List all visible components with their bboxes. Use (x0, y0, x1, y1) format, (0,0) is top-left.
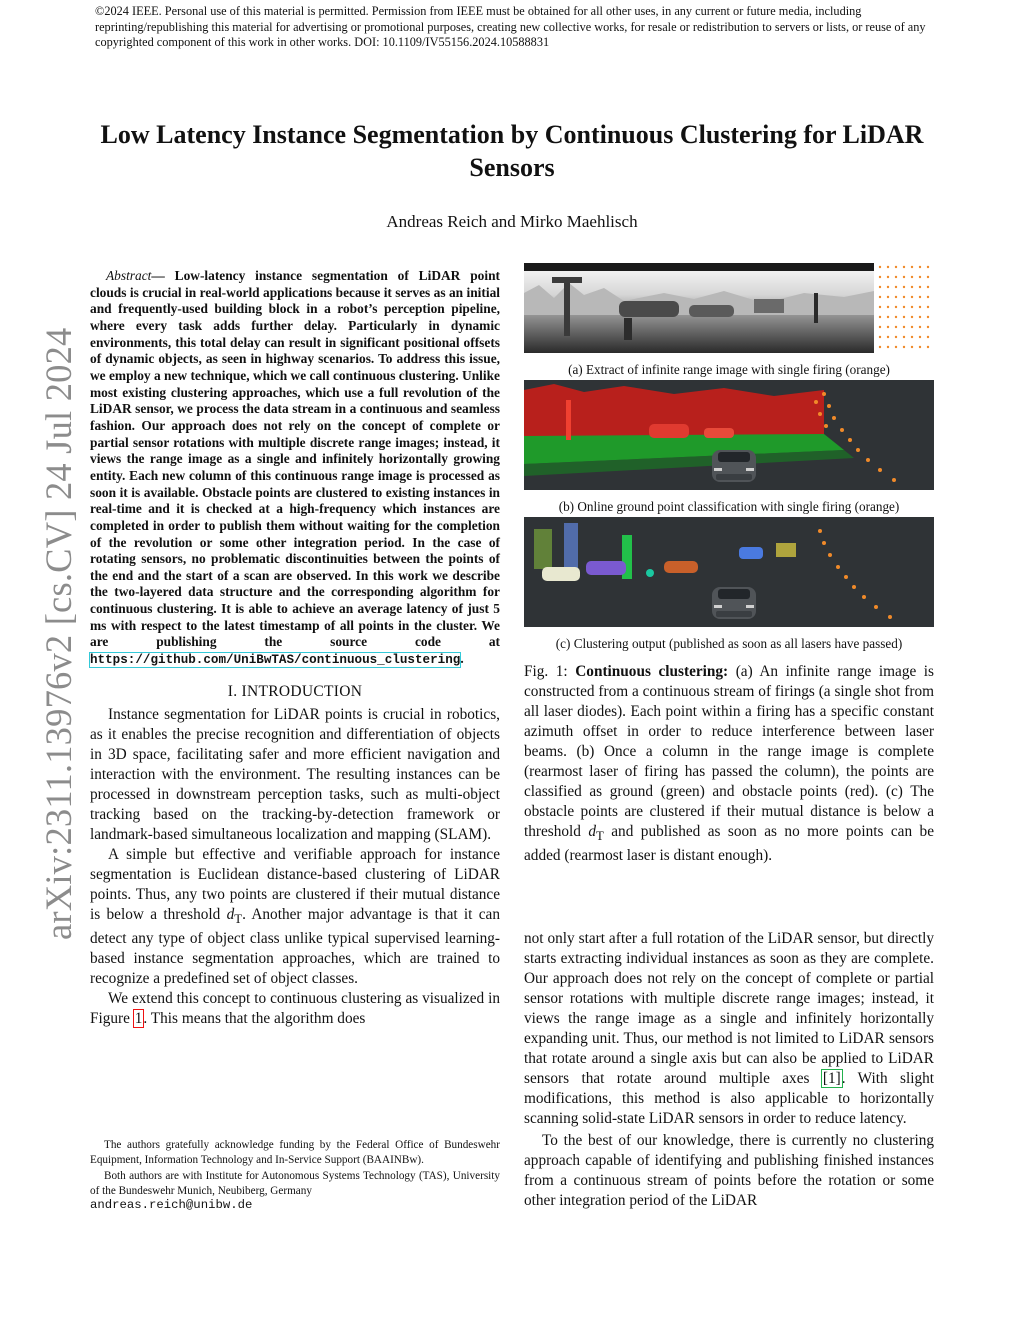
right-paragraph-2: To the best of our knowledge, there is currently no clustering approach capable of identifying and publishing finished instances from a continuous stream of points before the rotation or some other integration period of the LiDAR (524, 1132, 934, 1209)
right-paragraph-1 (524, 929, 934, 1129)
caption-threshold-subscript: T (596, 829, 604, 844)
caption-threshold-symbol: d (588, 823, 597, 840)
intro-paragraph-1: Instance segmentation for LiDAR points is crucial in robotics, as it enables the precise recognition and differentiation of objects in 3D space, facilitating safer and more efficient navigation and interaction with the environment. The resulting instances can be processed in downstream perception tasks, such as multi-object tracking based on the tracking-by-detection framework or landmark-based simultaneous localization and mapping (SLAM). (90, 705, 500, 843)
figure-panel-b (524, 380, 934, 490)
abstract-text: Low-latency instance segmentation of LiDAR point clouds is crucial in real-world applications because it serves as an initial and frequently-used building block in a robot’s perception pipeline, where every task adds further delay. Particularly in dynamic environments, this total delay can result in significant positional offsets of dynamic objects, as seen in highway scenarios. To address this issue, we employ a new technique, which we call continuous clustering. Unlike most existing clustering approaches, which use a full revolution of the LiDAR sensor, we process the data stream in a continuous and seamless fashion. Our approach does not rely on the concept of complete or partial sensor rotations with multiple discrete range images; instead, it views the range image as a single and infinitely horizontally growing entity. Each new column of this continuous range image is processed as soon it is available. Obstacle points are clustered to existing instances in real-time and it is checked at a high-frequency which instances are completed in order to publish them without waiting for the completion of the revolution or some other integration period. In the case of rotating sensors, no problematic discontinuities between the points of the end and the start of a scan are observed. In this work we describe the two-layered data structure and the corresponding algorithm for continuous clustering. It is able to achieve an average latency of just 5 ms with respect to the latest timestamp of all points in the cluster. We are publishing the source code at (90, 268, 500, 650)
right-p1-b: . With slight modifications, this method is also applicable to horizontally scanning solid-state LiDAR sensors in order to reduce latency. (524, 1070, 935, 1127)
intro-p3-a: We extend this concept to continuous clustering as visualized in Figure (90, 989, 500, 1027)
author-email: andreas.reich@unibw.de (90, 1198, 253, 1212)
abstract (90, 268, 500, 669)
citation-1-link[interactable]: [1] (822, 1070, 841, 1087)
paper-title: Low Latency Instance Segmentation by Continuous Clustering for LiDAR Sensors (100, 120, 924, 182)
abstract-end: . (460, 651, 464, 667)
right-p1-a: not only start after a full rotation of the LiDAR sensor, but directly starts extracting individual instances as soon as they are complete. Our approach does not rely on the concept of complete or partial sensor rotations with multiple discrete range images; instead, it views the range image as a single and infinitely horizontally expanding unit. Thus, our method is not limited to LiDAR sensors that rotate around a single axis but can also be applied to LiDAR sensors that rotate around multiple axes (524, 930, 934, 1087)
ego-car (712, 587, 756, 619)
right-column-text (524, 929, 934, 1211)
arxiv-identifier: arXiv:2311.13976v2 [cs.CV] 24 Jul 2024 (38, 327, 79, 940)
intro-p2-a: A simple but effective and verifiable approach for instance segmentation is Euclidean distance-based clustering of LiDAR points. Thus, any two points are clustered if their mutual distance is below a threshold (90, 845, 500, 923)
figure-panel-a (524, 263, 934, 353)
subcaption-c: (c) Clustering output (published as soon as all lasers have passed) (555, 636, 903, 651)
intro-p2-b: . Another major advantage is that it can detect any type of object class unlike typical supervised learning-based instance segmentation approaches, which are trained to recognize a predefined set of object classes. (90, 905, 500, 987)
paper-authors: Andreas Reich and Mirko Maehlisch (386, 212, 638, 231)
figure-caption-title: Continuous clustering: (575, 663, 729, 680)
intro-paragraph-2 (90, 845, 500, 989)
figure-label: Fig. 1: (524, 663, 568, 680)
figure-panel-c (524, 517, 934, 627)
figure-caption-text-a: (a) An infinite range image is constructed from a continuous stream of firings (a single shot from all laser diodes). Each point within a firing has a specific constant azimuth offset in order to reduce interference between laser beams. (b) Once a column in the range image is complete (rearmost laser of firing has passed the column), the points are classified as ground (green) and obstacle points (red). (c) The obstacle points are clustered if their mutual distance is below a threshold (524, 663, 935, 840)
abstract-body (90, 268, 500, 669)
range-image (524, 263, 934, 353)
clustering-output-view (524, 517, 934, 627)
footnote (90, 1138, 500, 1213)
footnote-affiliation: Both authors are with Institute for Autonomous Systems Technology (TAS), University of the Bundeswehr Munich, Neubiberg, Germany (90, 1170, 500, 1197)
subcaption-b: (b) Online ground point classification with single firing (orange) (558, 499, 900, 514)
threshold-symbol: d (226, 905, 235, 923)
footnote-funding: The authors gratefully acknowledge funding by the Federal Office of Bundeswehr Equipment, Information Technology and In-Service Support (BAAINBw). (90, 1139, 500, 1166)
threshold-subscript: T (234, 911, 243, 926)
copyright-notice: ©2024 IEEE. Personal use of this material is permitted. Permission from IEEE must be obtained for all other uses, in any current or future media, including reprinting/republishing this material for advertising or promotional purposes, creating new collective works, for resale or redistribution to servers or lists, or reuse of any copyrighted component of this work in other works. DOI: 10.1109/IV55156.2024.10588831 (95, 4, 926, 49)
source-code-link[interactable]: https://github.com/UniBwTAS/continuous_clustering (90, 653, 461, 668)
figure-caption-text-b: and published as soon as no more points can be added (rearmost laser is distant enough). (524, 823, 934, 865)
left-column (90, 268, 500, 1029)
ground-classification-view (524, 380, 934, 490)
figure-1-link[interactable]: 1 (134, 1009, 143, 1027)
ego-car (712, 450, 756, 482)
figure-1-caption (524, 662, 934, 866)
intro-paragraph-3 (90, 989, 500, 1029)
abstract-dash: — (151, 268, 175, 283)
abstract-label: Abstract (106, 268, 152, 283)
intro-p3-b: . This means that the algorithm does (143, 1009, 366, 1027)
section-heading-introduction: I. INTRODUCTION (227, 682, 363, 700)
subcaption-a: (a) Extract of infinite range image with single firing (orange) (568, 362, 890, 377)
